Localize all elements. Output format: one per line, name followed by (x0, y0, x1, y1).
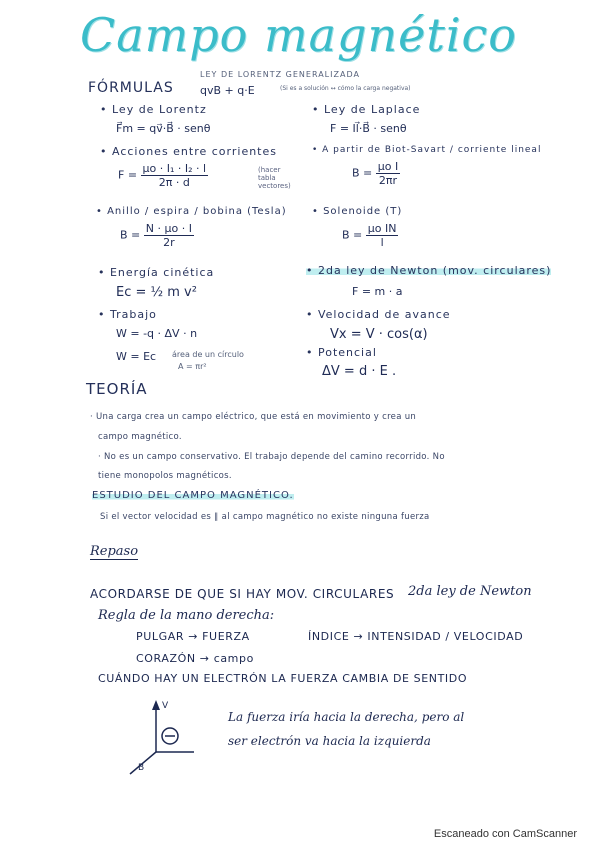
acciones-numerator: μo · I₁ · I₂ · l (142, 162, 207, 175)
b-label: B (138, 763, 145, 773)
biot-denominator: 2πr (378, 174, 398, 187)
trabajo-formula-2: W = Ec (116, 350, 157, 363)
acciones-left: F = (118, 168, 138, 182)
hand-rule-diagram (120, 696, 200, 780)
page-title: Campo magnético (80, 8, 517, 62)
lorentz-generalized-formula: qvB + q·E (200, 84, 255, 97)
lorentz-generalized-note: (Si es a solución ↔ cómo la carga negativa) (280, 85, 411, 92)
biot-formula (352, 160, 400, 187)
trabajo-formula-1: W = -q · ΔV · n (116, 327, 198, 340)
v-label: V (162, 701, 169, 711)
anillo-denominator: 2r (163, 236, 175, 249)
ley-laplace-formula: F = Il⃗·B⃗ · senθ (330, 122, 407, 135)
lorentz-generalized-label: LEY DE LORENTZ GENERALIZADA (200, 70, 360, 79)
biot-label: • A partir de Biot-Savart / corriente lineal (312, 145, 542, 155)
solenoide-left: B = (342, 228, 363, 242)
repaso-line-2: Regla de la mano derecha: (98, 608, 275, 623)
biot-left: B = (352, 166, 373, 180)
repaso-note-2: ser electrón va hacia la izquierda (228, 734, 431, 748)
repaso-line-3b: ÍNDICE → INTENSIDAD / VELOCIDAD (308, 630, 524, 643)
trabajo-label: • Trabajo (98, 308, 157, 321)
teoria-line-4: tiene monopolos magnéticos. (98, 471, 232, 481)
estudio-heading: ESTUDIO DEL CAMPO MAGNÉTICO. (92, 490, 294, 501)
teoria-line-5: Si el vector velocidad es ∥ al campo magnético no existe ninguna fuerza (100, 512, 430, 522)
newton-formula: F = m · a (352, 285, 403, 298)
teoria-line-2: campo magnético. (98, 432, 182, 442)
anillo-label: • Anillo / espira / bobina (Tesla) (96, 206, 287, 217)
repaso-line-1b: 2da ley de Newton (408, 584, 532, 599)
potencial-label: • Potencial (306, 346, 377, 359)
v-arrowhead (152, 700, 160, 710)
newton-label: • 2da ley de Newton (mov. circulares) (306, 264, 552, 277)
repaso-line-1a: ACORDARSE DE QUE SI HAY MOV. CIRCULARES (90, 587, 395, 601)
ley-lorentz-formula: F⃗m = qv⃗·B⃗ · senθ (116, 122, 211, 135)
repaso-heading: Repaso (90, 544, 139, 559)
ley-lorentz-label: • Ley de Lorentz (100, 103, 207, 116)
energia-formula: Ec = ½ m v² (116, 285, 197, 300)
acciones-denominator: 2π · d (158, 176, 190, 189)
anillo-numerator: N · μo · I (145, 222, 192, 235)
repaso-note-1: La fuerza iría hacia la derecha, pero al (228, 710, 465, 724)
velocidad-label: • Velocidad de avance (306, 308, 451, 321)
repaso-line-5: CUÁNDO HAY UN ELECTRÓN LA FUERZA CAMBIA DE SENTIDO (98, 672, 468, 685)
ley-laplace-label: • Ley de Laplace (312, 103, 421, 116)
solenoide-denominator: l (380, 236, 384, 249)
anillo-formula (120, 222, 194, 249)
scanner-footer: Escaneado con CamScanner (433, 828, 577, 840)
solenoide-formula (342, 222, 398, 249)
acciones-note: (hacer tabla vectores) (258, 166, 291, 190)
teoria-line-1: · Una carga crea un campo eléctrico, que está en movimiento y crea un (90, 412, 417, 422)
velocidad-formula: Vx = V · cos(α) (330, 327, 428, 342)
formulas-heading: FÓRMULAS (88, 80, 174, 96)
repaso-line-3a: PULGAR → FUERZA (136, 630, 250, 643)
acciones-formula (118, 162, 208, 189)
biot-numerator: μo I (377, 160, 399, 173)
trabajo-area: área de un círculo (172, 350, 244, 359)
acciones-label: • Acciones entre corrientes (100, 145, 277, 158)
trabajo-area-formula: A = πr² (178, 362, 207, 371)
repaso-line-4: CORAZÓN → campo (136, 652, 254, 665)
teoria-line-3: · No es un campo conservativo. El trabajo depende del camino recorrido. No (98, 452, 445, 462)
anillo-left: B = (120, 228, 141, 242)
solenoide-numerator: μo IN (367, 222, 397, 235)
teoria-heading: TEORÍA (86, 380, 148, 398)
solenoide-label: • Solenoide (T) (312, 206, 403, 217)
energia-label: • Energía cinética (98, 266, 215, 279)
potencial-formula: ΔV = d · E . (322, 364, 397, 379)
